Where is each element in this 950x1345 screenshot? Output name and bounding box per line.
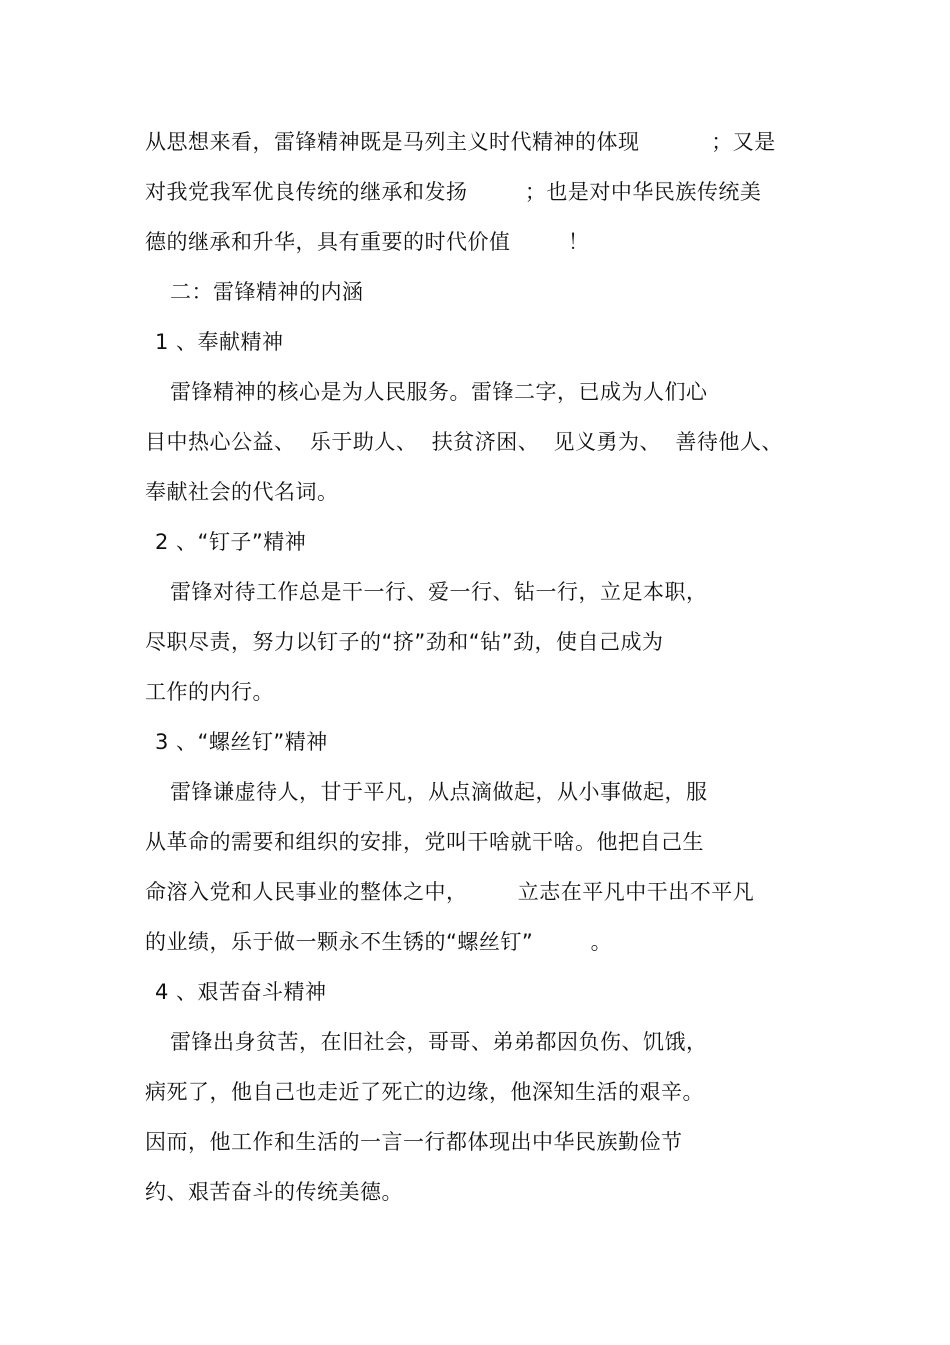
paragraph-line: 雷锋对待工作总是干一行、爱一行、钻一行，立足本职， [170, 580, 708, 604]
subsection-heading: 3 、“螺丝钉”精神 [155, 730, 328, 754]
paragraph-line: 雷锋谦虚待人，甘于平凡，从点滴做起，从小事做起，服 [170, 780, 708, 804]
paragraph-line: 目中热心公益、 乐于助人、 扶贫济困、 见义勇为、 善待他人、 [145, 430, 783, 454]
paragraph-line: 因而，他工作和生活的一言一行都体现出中华民族勤俭节 [145, 1130, 683, 1154]
paragraph-line: 对我党我军优良传统的继承和发扬 ；也是对中华民族传统美 [145, 180, 762, 204]
paragraph-line: 的业绩，乐于做一颗永不生锈的“螺丝钉” 。 [145, 930, 613, 954]
subsection-heading: 2 、“钉子”精神 [155, 530, 307, 554]
paragraph-line: 工作的内行。 [145, 680, 274, 704]
paragraph-line: 从思想来看，雷锋精神既是马列主义时代精神的体现 ；又是 [145, 130, 776, 154]
paragraph-line: 雷锋出身贫苦，在旧社会，哥哥、弟弟都因负伤、饥饿， [170, 1030, 708, 1054]
paragraph-line: 德的继承和升华，具有重要的时代价值 ！ [145, 230, 590, 254]
paragraph-line: 从革命的需要和组织的安排，党叫干啥就干啥。他把自己生 [145, 830, 704, 854]
section-heading: 二：雷锋精神的内涵 [170, 280, 364, 304]
paragraph-line: 约、艰苦奋斗的传统美德。 [145, 1180, 403, 1204]
paragraph-line: 命溶入党和人民事业的整体之中， 立志在平凡中干出不平凡 [145, 880, 755, 904]
paragraph-line: 雷锋精神的核心是为人民服务。雷锋二字，已成为人们心 [170, 380, 708, 404]
paragraph-line: 病死了，他自己也走近了死亡的边缘，他深知生活的艰辛。 [145, 1080, 704, 1104]
subsection-heading: 4 、艰苦奋斗精神 [155, 980, 327, 1004]
paragraph-line: 奉献社会的代名词。 [145, 480, 339, 504]
paragraph-line: 尽职尽责，努力以钉子的“挤”劲和“钻”劲，使自己成为 [145, 630, 664, 654]
subsection-heading: 1 、奉献精神 [155, 330, 284, 354]
